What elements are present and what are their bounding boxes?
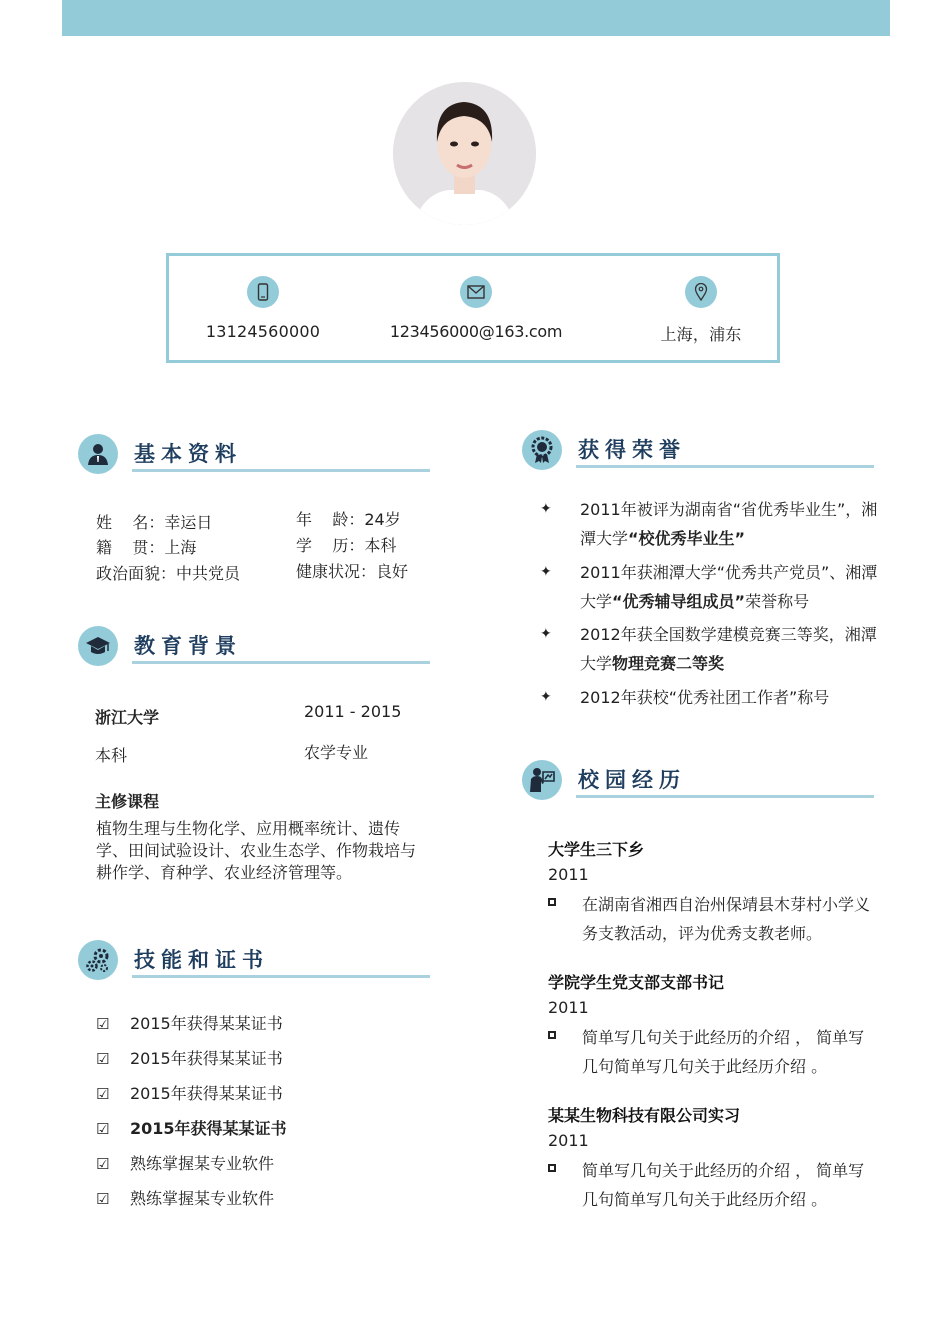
email-text: 123456000@163.com (389, 322, 563, 341)
basic-health: 健康状况：良好 (296, 562, 409, 581)
edu-degree: 本科 (95, 746, 128, 765)
skill-item (96, 1046, 283, 1069)
location-text: 上海，浦东 (660, 325, 742, 344)
edu-courses: 植物生理与生物化学、应用概率统计、遗传学、田间试验设计、农业生态学、作物栽培与耕作学、育种学、农业经济管理等。 (96, 819, 417, 882)
medal-icon (522, 430, 562, 470)
checkbox-icon: ☑ (96, 1050, 110, 1068)
section-divider (576, 465, 874, 468)
section-divider (132, 661, 430, 664)
checkbox-icon: ☑ (96, 1120, 110, 1138)
section-title: 校园经历 (578, 768, 686, 792)
basic-political: 政治面貌：中共党员 (96, 564, 241, 583)
section-divider (132, 469, 430, 472)
basic-age: 年 龄：24岁 (296, 510, 401, 529)
skill-text: 2015年获得某某证书 (130, 1084, 283, 1103)
contact-box (166, 253, 780, 363)
experience-title: 学院学生党支部支部书记 (548, 973, 725, 992)
skill-text: 2015年获得某某证书 (130, 1049, 283, 1068)
skill-text: 2015年获得某某证书 (130, 1014, 283, 1033)
profile-photo (393, 82, 536, 225)
honor-text: 2012年获校“优秀社团工作者”称号 (580, 688, 830, 707)
edu-school: 浙江大学 (95, 708, 160, 727)
basic-origin: 籍 贯：上海 (96, 538, 197, 557)
section-title: 教育背景 (134, 634, 242, 658)
star-icon: ✦ (540, 689, 552, 705)
skill-item (96, 1186, 274, 1209)
honor-text: 2011年获湘潭大学“优秀共产党员”、湘潭大学“优秀辅导组成员”荣誉称号 (580, 563, 878, 611)
contact-location (601, 276, 801, 345)
square-bullet-icon (548, 1164, 556, 1172)
gears-icon (78, 940, 118, 980)
checkbox-icon: ☑ (96, 1015, 110, 1033)
section-skills (78, 940, 430, 980)
experience-title: 大学生三下乡 (548, 840, 645, 859)
square-bullet-icon (548, 898, 556, 906)
experience-desc-text: 在湖南省湘西自治州保靖县木芽村小学义 务支教活动，评为优秀支教老师。 (582, 895, 871, 943)
section-campus (522, 760, 877, 800)
section-divider (132, 975, 430, 978)
honor-text: 2012年获全国数学建模竞赛三等奖，湘潭大学物理竞赛二等奖 (580, 625, 877, 673)
graduation-cap-icon (78, 626, 118, 666)
checkbox-icon: ☑ (96, 1155, 110, 1173)
star-icon: ✦ (540, 564, 552, 580)
skill-text: 2015年获得某某证书 (130, 1119, 287, 1138)
presenter-icon (522, 760, 562, 800)
phone-text: 13124560000 (205, 322, 321, 341)
experience-year: 2011 (548, 1131, 589, 1150)
skill-text: 熟练掌握某专业软件 (130, 1154, 275, 1173)
header-bar (62, 0, 890, 36)
skill-text: 熟练掌握某专业软件 (130, 1189, 275, 1208)
contact-phone (163, 276, 363, 341)
experience-year: 2011 (548, 998, 589, 1017)
phone-icon (247, 276, 279, 308)
skill-item (96, 1116, 287, 1139)
square-bullet-icon (548, 1031, 556, 1039)
skill-item (96, 1151, 274, 1174)
experience-desc-text: 简单写几句关于此经历的介绍 ， 简单写几句简单写几句关于此经历介绍 。 (582, 1028, 865, 1076)
basic-education: 学 历：本科 (296, 536, 397, 555)
edu-major: 农学专业 (304, 743, 369, 762)
section-title: 获得荣誉 (578, 438, 686, 462)
honor-text: 2011年被评为湖南省“省优秀毕业生”，湘潭大学“校优秀毕业生” (580, 500, 878, 548)
experience-year: 2011 (548, 865, 589, 884)
section-title: 技能和证书 (134, 948, 269, 972)
skill-item (96, 1081, 283, 1104)
section-honors (522, 430, 877, 470)
section-title: 基本资料 (134, 442, 242, 466)
checkbox-icon: ☑ (96, 1085, 110, 1103)
contact-email (376, 276, 576, 341)
edu-years: 2011 - 2015 (304, 702, 402, 721)
section-education (78, 626, 430, 666)
user-icon (78, 434, 118, 474)
basic-name: 姓 名：幸运日 (96, 513, 213, 532)
envelope-icon (460, 276, 492, 308)
experience-desc-text: 简单写几句关于此经历的介绍 ， 简单写几句简单写几句关于此经历介绍 。 (582, 1161, 865, 1209)
section-basic-info (78, 434, 430, 474)
checkbox-icon: ☑ (96, 1190, 110, 1208)
star-icon: ✦ (540, 501, 552, 517)
section-divider (576, 795, 874, 798)
star-icon: ✦ (540, 626, 552, 642)
location-pin-icon (685, 276, 717, 308)
skill-item (96, 1011, 283, 1034)
experience-title: 某某生物科技有限公司实习 (548, 1106, 741, 1125)
edu-courses-label: 主修课程 (95, 792, 160, 811)
